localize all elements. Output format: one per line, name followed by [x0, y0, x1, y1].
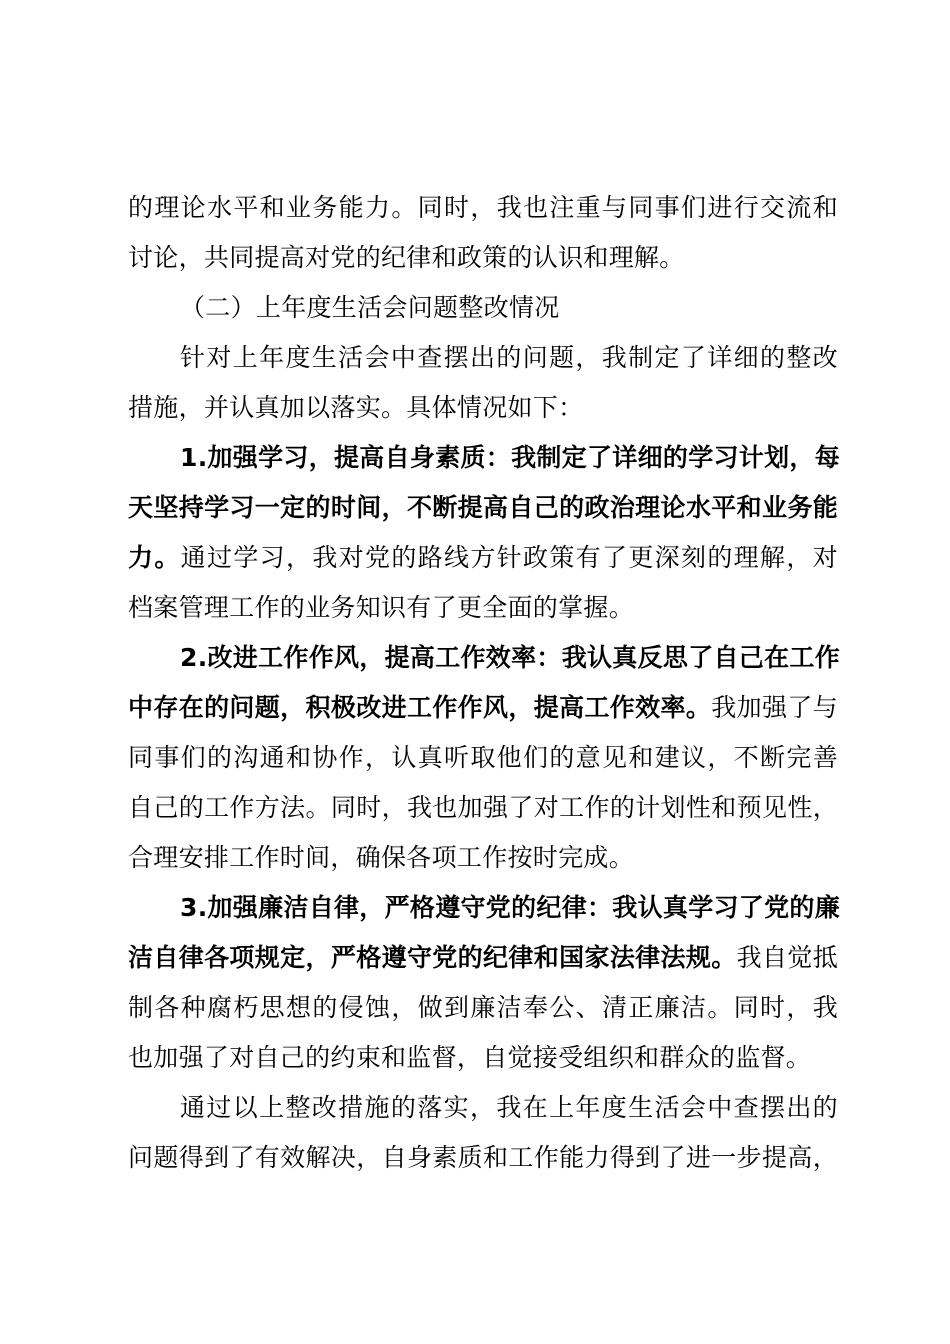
- text-line: 洁自律各项规定，严格遵守党的纪律和国家法律法规。我自觉抵: [128, 943, 839, 972]
- text-line: 的理论水平和业务能力。同时，我也注重与同事们进行交流和: [128, 193, 838, 222]
- text-line: 也加强了对自己的约束和监督，自觉接受组织和群众的监督。: [128, 1043, 812, 1072]
- text-line: 问题得到了有效解决，自身素质和工作能力得到了进一步提高，: [128, 1143, 838, 1172]
- text-line: 档案管理工作的业务知识有了更全面的掌握。: [128, 593, 635, 622]
- text-line: 措施，并认真加以落实。具体情况如下：: [128, 393, 584, 422]
- text-line: 天坚持学习一定的时间，不断提高自己的政治理论水平和业务能: [128, 493, 838, 522]
- text-line: 自己的工作方法。同时，我也加强了对工作的计划性和预见性，: [128, 793, 838, 822]
- text-line: 合理安排工作时间，确保各项工作按时完成。: [128, 843, 635, 872]
- document-body: [128, 183, 838, 1183]
- text-line: 中存在的问题，积极改进工作作风，提高工作效率。我加强了与: [128, 693, 838, 722]
- item-heading-1: 1.加强学习，提高自身素质：我制定了详细的学习计划，每: [180, 443, 840, 472]
- text-line: 讨论，共同提高对党的纪律和政策的认识和理解。: [128, 243, 685, 272]
- text-line: 同事们的沟通和协作，认真听取他们的意见和建议，不断完善: [128, 743, 838, 772]
- text-line: 力。通过学习，我对党的路线方针政策有了更深刻的理解，对: [128, 543, 838, 572]
- section-heading: （二）上年度生活会问题整改情况: [180, 293, 560, 322]
- paragraph-first-line: 通过以上整改措施的落实，我在上年度生活会中查摆出的: [180, 1093, 838, 1122]
- paragraph-first-line: 针对上年度生活会中查摆出的问题，我制定了详细的整改: [180, 343, 838, 372]
- item-heading-3: 3.加强廉洁自律，严格遵守党的纪律：我认真学习了党的廉: [180, 893, 840, 922]
- item-heading-2: 2.改进工作作风，提高工作效率：我认真反思了自己在工作: [180, 643, 840, 672]
- text-line: 制各种腐朽思想的侵蚀，做到廉洁奉公、清正廉洁。同时，我: [128, 993, 838, 1022]
